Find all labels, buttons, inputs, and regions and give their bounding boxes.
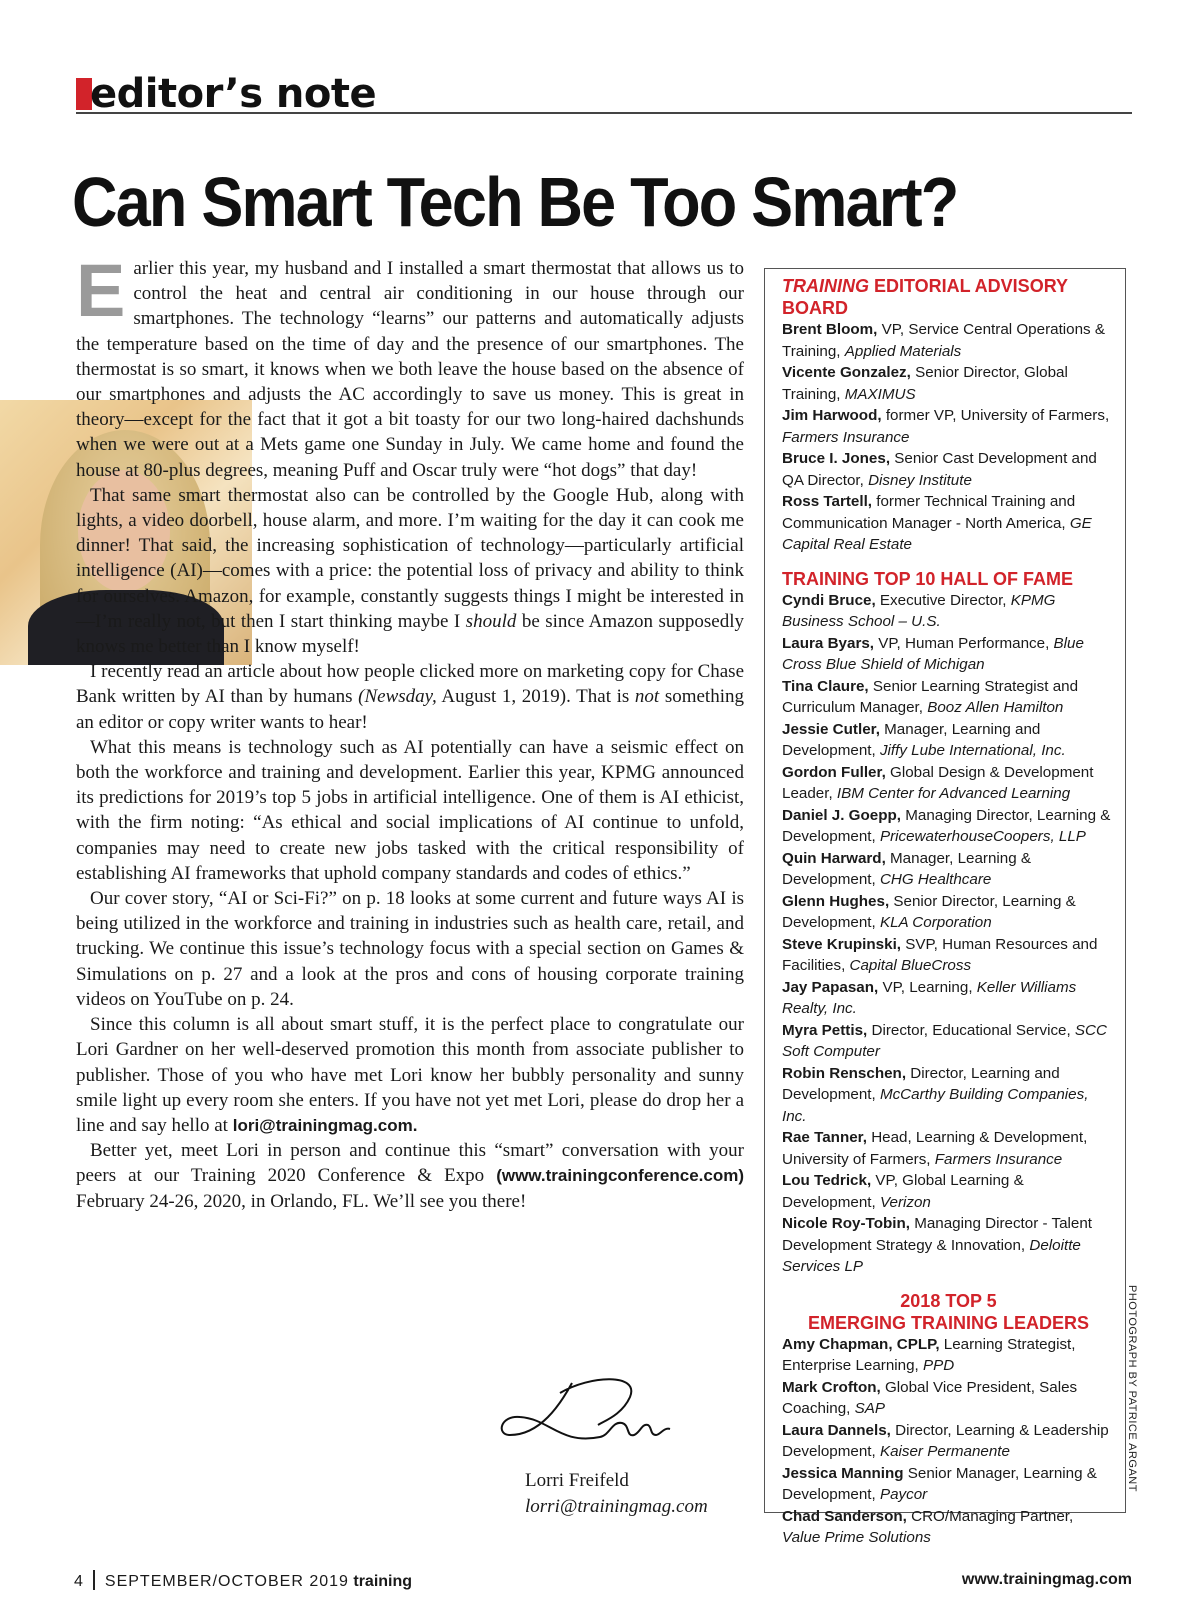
headline: Can Smart Tech Be Too Smart? <box>72 163 958 241</box>
emerging-leaders-heading: 2018 TOP 5 EMERGING TRAINING LEADERS <box>807 1290 1089 1333</box>
emerging-leaders-list <box>782 1334 1115 1549</box>
footer-divider <box>93 1570 95 1590</box>
list-item: Quin Harward, Manager, Learning & Development, CHG Healthcare <box>782 849 1032 888</box>
signature-email[interactable]: lorri@trainingmag.com <box>525 1496 708 1517</box>
list-item: Lou Tedrick, VP, Global Learning & Development, Verizon <box>782 1172 1024 1211</box>
signature-graphic <box>500 1375 690 1455</box>
list-item: Laura Byars, VP, Human Performance, Blue Cross Blue Shield of Michigan <box>782 634 1084 673</box>
list-item: Amy Chapman, CPLP, Learning Strategist, Enterprise Learning, PPD <box>782 1335 1076 1374</box>
article-paragraph: That same smart thermostat also can be controlled by the Google Hub, along with lights, a video doorbell, house alarm, and more. I’m waiting for the day it can cook me dinner! That said, the increasing sophistication of technology—particularly artificial intelligence (AI)—comes with a price: the potential loss of privacy and ability to think for ourselves. Amazon, for example, constantly suggests things I might be interested in—I’m really not, but then I start thinking maybe I should be since Amazon supposedly knows me better than I know myself! <box>76 484 744 658</box>
list-item: Robin Renschen, Director, Learning and Development, McCarthy Building Companies, Inc. <box>782 1064 1089 1125</box>
list-item: Chad Sanderson, CRO/Managing Partner, Value Prime Solutions <box>782 1507 1074 1546</box>
list-item: Jessie Cutler, Manager, Learning and Development, Jiffy Lube International, Inc. <box>782 720 1066 759</box>
article-paragraph: Since this column is all about smart stuff, it is the perfect place to congratulate our Lori Gardner on her well-deserved promotion this month from associate publisher to publisher. Those of you who have met Lori know her bubbly personality and sunny smile light up every room she enters. If you have not yet met Lori, please do drop her a line and say hello at lori@trainingmag.com. <box>76 1014 744 1136</box>
list-item: Steve Krupinski, SVP, Human Resources and Facilities, Capital BlueCross <box>782 935 1098 974</box>
list-item: Cyndi Bruce, Executive Director, KPMG Business School – U.S. <box>782 591 1056 630</box>
list-item: Gordon Fuller, Global Design & Development Leader, IBM Center for Advanced Learning <box>782 763 1094 802</box>
article-paragraph: Better yet, meet Lori in person and continue this “smart” conversation with your peers at our Training 2020 Conference & Expo (www.trainingconference.com) February 24-26, 2020, in Orlando, FL. We’ll see you there! <box>76 1140 744 1212</box>
list-item: Glenn Hughes, Senior Director, Learning & Development, KLA Corporation <box>782 892 1076 931</box>
article-paragraph: I recently read an article about how people clicked more on marketing copy for Chase Bank written by AI than by humans (Newsday, August 1, 2019). That is not something an editor or copy writer wants to hear! <box>76 661 744 733</box>
hall-of-fame-heading: TRAINING TOP 10 HALL OF FAME <box>782 568 1074 589</box>
signature-name: Lorri Freifeld <box>525 1470 629 1491</box>
section-header <box>76 71 1132 117</box>
footer-url[interactable]: www.trainingmag.com <box>961 1571 1132 1588</box>
advisory-board-heading: TRAINING EDITORIAL ADVISORY BOARD <box>782 276 1068 318</box>
list-item: Ross Tartell, former Technical Training and Communication Manager - North America, GE Capital Real Estate <box>782 493 1092 553</box>
issue-date: SEPTEMBER/OCTOBER 2019 <box>104 1573 349 1590</box>
drop-cap: E <box>76 249 126 332</box>
list-item: Jim Harwood, former VP, University of Farmers, Farmers Insurance <box>782 407 1110 446</box>
list-item: Daniel J. Goepp, Managing Director, Learning & Development, PricewaterhouseCoopers, LLP <box>782 806 1111 845</box>
article-paragraph: Our cover story, “AI or Sci-Fi?” on p. 18 looks at some current and future ways AI is being utilized in the workforce and training in industries such as health care, retail, and trucking. We continue this issue’s technology focus with a special section on Games & Simulations on p. 27 and a look at the pros and cons of housing corporate training videos on YouTube on p. 24. <box>76 888 744 1010</box>
publisher-email-link[interactable]: lori@trainingmag.com. <box>232 1115 418 1135</box>
list-item: Rae Tanner, Head, Learning & Development, University of Farmers, Farmers Insurance <box>782 1129 1088 1168</box>
list-item: Vicente Gonzalez, Senior Director, Global Training, MAXIMUS <box>782 364 1068 403</box>
advisory-board-list <box>782 319 1115 556</box>
list-item: Laura Dannels, Director, Learning & Leadership Development, Kaiser Permanente <box>782 1421 1109 1460</box>
list-item: Bruce I. Jones, Senior Cast Development and QA Director, Disney Institute <box>782 450 1097 489</box>
photo-credit: PHOTOGRAPH BY PATRICE ARGANT <box>1126 1285 1138 1492</box>
hall-of-fame-list <box>782 590 1115 1278</box>
section-header-label: editor’s note <box>90 71 377 117</box>
sidebar-box <box>764 268 1126 1546</box>
list-item: Brent Bloom, VP, Service Central Operations & Training, Applied Materials <box>782 321 1105 360</box>
list-item: Jay Papasan, VP, Learning, Keller Williams Realty, Inc. <box>782 978 1077 1017</box>
page-number: 4 <box>74 1573 83 1590</box>
list-item: Myra Pettis, Director, Educational Service, SCC Soft Computer <box>782 1021 1107 1060</box>
article-paragraph: E arlier this year, my husband and I installed a smart thermostat that allows us to control the heat and central air conditioning in our house through our smartphones. The technology “learns” our patterns and automatically adjusts the temperature based on the time of day and the presence of our smartphones. The thermostat is so smart, it knows when we both leave the house based on the absence of our smartphones and adjusts the AC accordingly to save us money. This is great in theory—except for the fact that it got a bit toasty for our two long-haired dachshunds when we were out at a Mets game one Sunday in July. We came home and found the house at 80-plus degrees, meaning Puff and Oscar truly were “hot dogs” that day! <box>76 249 744 481</box>
list-item: Tina Claure, Senior Learning Strategist and Curriculum Manager, Booz Allen Hamilton <box>782 677 1079 716</box>
conference-url-link[interactable]: (www.trainingconference.com) <box>496 1166 744 1186</box>
article-paragraph: What this means is technology such as AI potentially can have a seismic effect on both the workforce and training and development. Earlier this year, KPMG announced its predictions for 2019’s top 5 jobs in artificial intelligence. One of them is AI ethicist, with the firm noting: “As ethical and social implications of AI continue to unfold, companies may need to create new jobs tasked with the critical responsibility of establishing AI frameworks that uphold company standards and codes of ethics.” <box>76 736 744 884</box>
list-item: Nicole Roy-Tobin, Managing Director - Talent Development Strategy & Innovation, Deloitte Services LP <box>782 1215 1093 1275</box>
footer-folio <box>74 1570 412 1592</box>
list-item: Mark Crofton, Global Vice President, Sales Coaching, SAP <box>782 1378 1078 1417</box>
article-body <box>76 249 744 1214</box>
list-item: Jessica Manning Senior Manager, Learning & Development, Paycor <box>782 1464 1097 1503</box>
magazine-name: training <box>353 1573 413 1590</box>
